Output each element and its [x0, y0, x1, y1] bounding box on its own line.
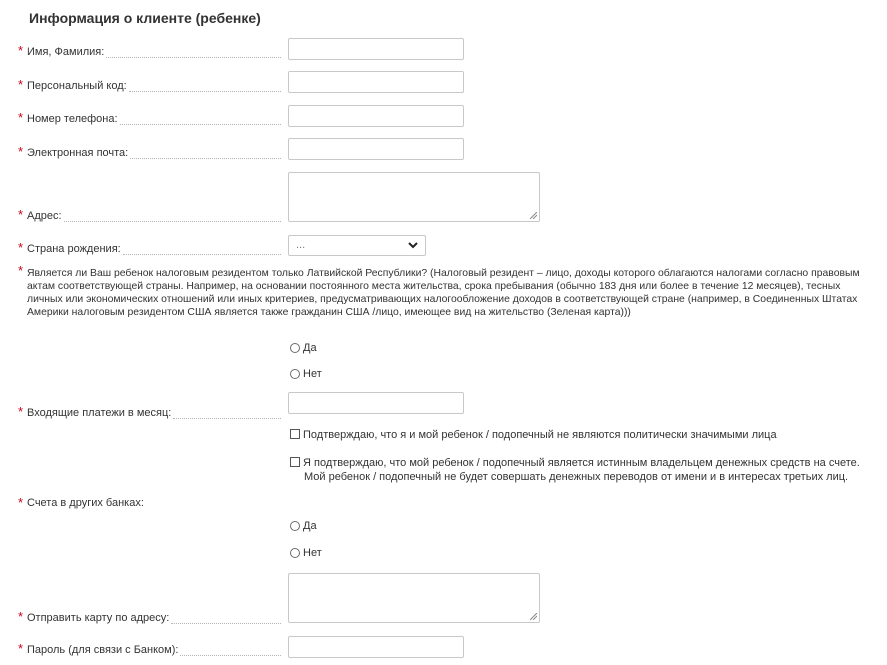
personal-code-label [27, 78, 281, 92]
confirm-owner-line1: Я подтверждаю, что мой ребенок / подопечный является истинным владельцем денежных средств на счете. [303, 457, 860, 469]
phone-input[interactable] [288, 105, 464, 127]
required-star: * [18, 240, 24, 255]
address-label [27, 208, 281, 222]
tax-resident-yes-label: Да [303, 342, 317, 354]
label-leader-dots [106, 47, 281, 58]
tax-resident-question: Является ли Ваш ребенок налоговым резидентом только Латвийской Республики? (Налоговый резидент – лицо, доходы которого облагаются налогами согласно правовым актам соответствующей страны. Например, на основании постоянного места жительства, срока пребывания (обычно 183 дня или более в течение 12 месяцев), тесных личных или экономических отношений или иных критериев, предусматривающих налогообложение доходов в соответствующей стране (например, в Соединенных Штатах Америки налоговым резидентом США является также гражданин США /лицо, имеющее вид на жительство (Зеленая карта))) [27, 268, 860, 318]
personal-code-input[interactable] [288, 71, 464, 93]
label-leader-dots [180, 645, 281, 656]
tax-resident-yes-radio[interactable] [290, 342, 317, 354]
label-leader-dots [129, 81, 281, 92]
name-label-text: Имя, Фамилия: [27, 46, 105, 58]
other-banks-label: Счета в других банках: [27, 497, 144, 509]
password-label [27, 642, 281, 656]
required-star: * [18, 641, 24, 656]
radio-circle-icon[interactable] [290, 521, 300, 531]
address-label-text: Адрес: [27, 210, 62, 222]
required-star: * [18, 495, 24, 510]
birth-country-select[interactable] [288, 235, 426, 256]
label-leader-dots [171, 613, 281, 624]
label-leader-dots [64, 211, 281, 222]
address-textarea[interactable] [288, 172, 540, 222]
monthly-income-input[interactable] [288, 392, 464, 414]
checkbox-icon[interactable] [290, 457, 300, 467]
resize-grip-icon[interactable] [530, 613, 537, 620]
resize-grip-icon[interactable] [530, 212, 537, 219]
required-star: * [18, 144, 24, 159]
label-leader-dots [130, 148, 281, 159]
email-label [27, 145, 281, 159]
confirm-owner-checkbox[interactable] [290, 456, 860, 484]
label-leader-dots [120, 114, 281, 125]
confirm-owner-line2: Мой ребенок / подопечный не будет совершать денежных переводов от имени и в интересах третьих лиц. [304, 471, 849, 483]
tax-resident-no-label: Нет [303, 368, 322, 380]
password-input[interactable] [288, 636, 464, 658]
required-star: * [18, 609, 24, 624]
email-input[interactable] [288, 138, 464, 160]
name-input[interactable] [288, 38, 464, 60]
other-banks-no-radio[interactable] [290, 547, 322, 559]
birth-country-selected: ... [296, 239, 306, 251]
confirm-pep-checkbox[interactable] [290, 428, 777, 442]
personal-code-label-text: Персональный код: [27, 80, 127, 92]
checkbox-icon[interactable] [290, 429, 300, 439]
section-title: Информация о клиенте (ребенке) [29, 10, 261, 26]
radio-circle-icon[interactable] [290, 548, 300, 558]
required-star: * [18, 263, 24, 278]
chevron-down-icon [408, 241, 418, 249]
required-star: * [18, 43, 24, 58]
monthly-income-label [27, 405, 281, 419]
name-label [27, 44, 281, 58]
email-label-text: Электронная почта: [27, 147, 129, 159]
other-banks-yes-radio[interactable] [290, 520, 317, 532]
required-star: * [18, 77, 24, 92]
label-leader-dots [123, 244, 281, 255]
radio-circle-icon[interactable] [290, 343, 300, 353]
birth-country-label-text: Страна рождения: [27, 243, 121, 255]
phone-label-text: Номер телефона: [27, 113, 118, 125]
birth-country-label [27, 241, 281, 255]
card-address-textarea[interactable] [288, 573, 540, 623]
label-leader-dots [173, 408, 281, 419]
other-banks-no-label: Нет [303, 547, 322, 559]
radio-circle-icon[interactable] [290, 369, 300, 379]
required-star: * [18, 110, 24, 125]
confirm-pep-label: Подтверждаю, что я и мой ребенок / подопечный не являются политически значимыми лица [303, 429, 777, 441]
tax-resident-no-radio[interactable] [290, 368, 322, 380]
card-address-label [27, 610, 281, 624]
password-label-text: Пароль (для связи с Банком): [27, 644, 179, 656]
other-banks-yes-label: Да [303, 520, 317, 532]
monthly-income-label-text: Входящие платежи в месяц: [27, 407, 172, 419]
required-star: * [18, 207, 24, 222]
required-star: * [18, 404, 24, 419]
phone-label [27, 111, 281, 125]
card-address-label-text: Отправить карту по адресу: [27, 612, 170, 624]
